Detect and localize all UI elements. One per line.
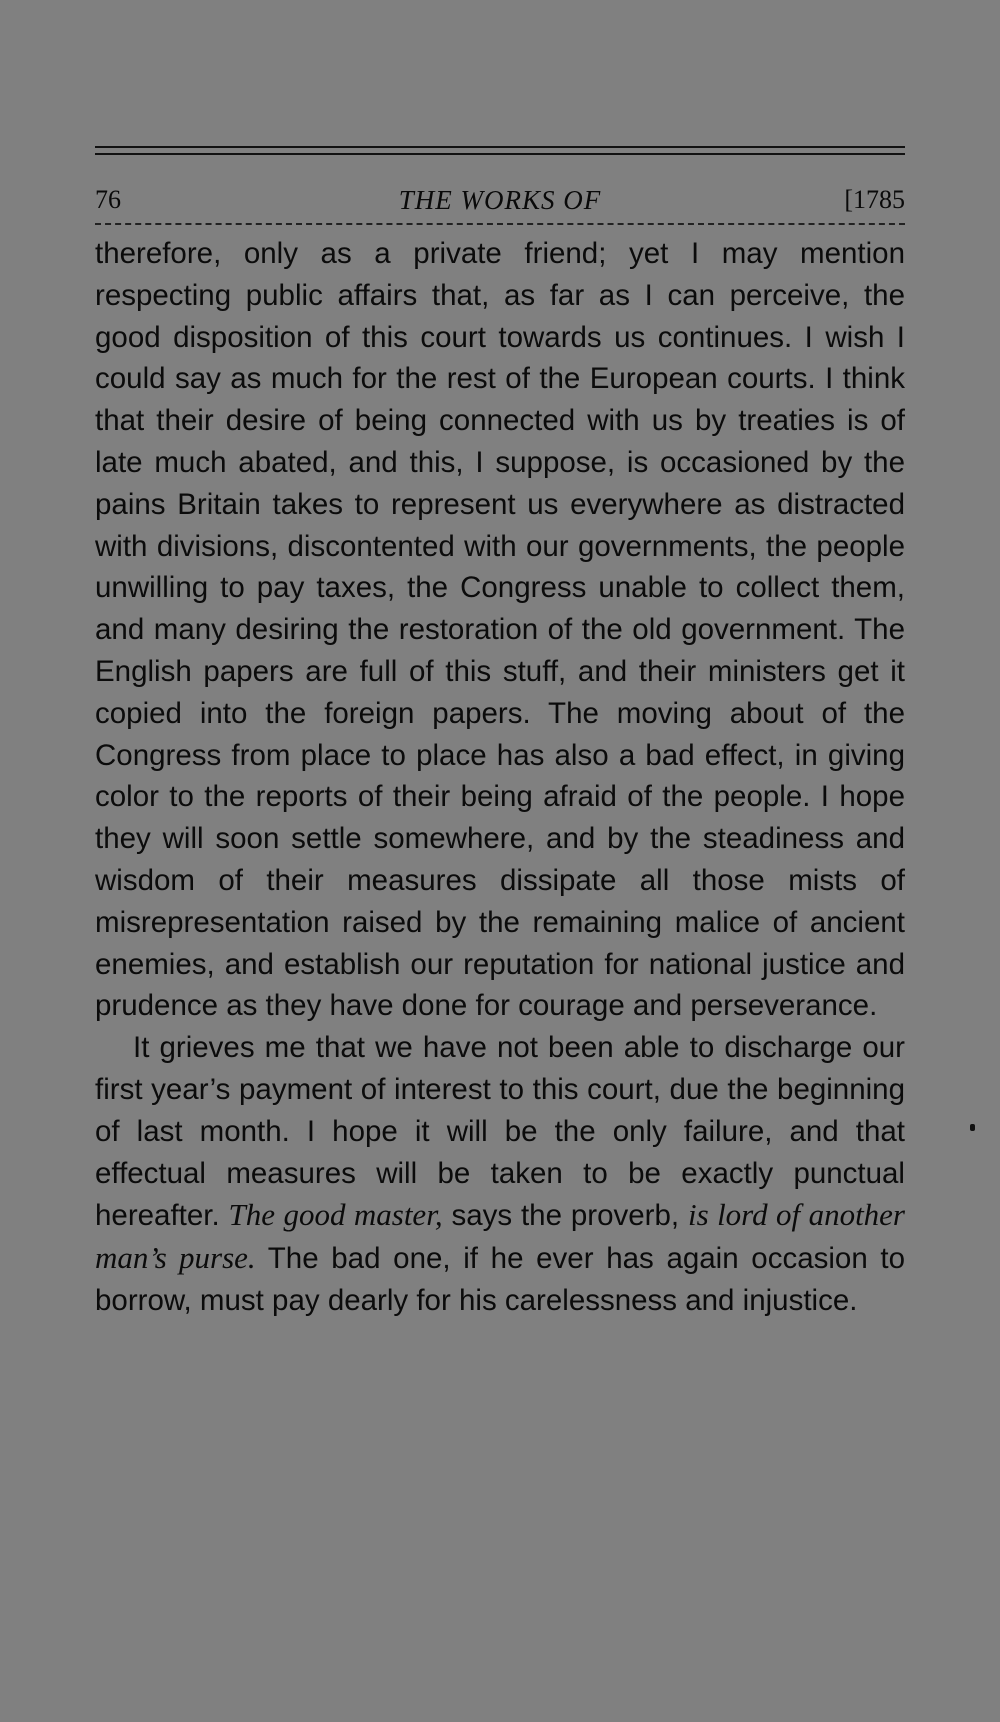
italic-phrase: The good master, bbox=[228, 1197, 443, 1233]
paragraph bbox=[95, 233, 905, 1027]
paragraph-segment: therefore, only as a private friend; yet I may mention respecting public affairs that, as far as I can perceive, the good disposition of this court towards us continues. I wish I could say as much for the rest of the European courts. I think that their desire of being connected with us by treaties is of late much abated, and this, I suppose, is occasioned by the pains Britain takes to represent us everywhere as distracted with divisions, discontented with our governments, the people unwilling to pay taxes, the Congress unable to collect them, and many desiring the restoration of the old government. The English papers are full of this stuff, and their ministers get it copied into the foreign papers. The moving about of the Congress from place to place has also a bad effect, in giving color to the reports of their being afraid of the people. I hope they will soon settle somewhere, and by the steadiness and wisdom of their measures dissipate all those mists of misrepresentation raised by the remaining malice of ancient enemies, and establish our reputation for national justice and prudence as they have done for courage and perseverance. bbox=[95, 237, 905, 1023]
body-text bbox=[95, 233, 905, 1322]
paragraph bbox=[95, 1027, 905, 1322]
paragraph-segment: It grieves me that we have not been able to discharge our first year’s payment of interest to this court, due the beginning of last month. I hope it will be the only failure, and that effectual measures will be taken to be exactly punctual hereafter. bbox=[95, 1031, 905, 1233]
running-date: [1785 bbox=[844, 185, 905, 214]
running-title: THE WORKS OF bbox=[398, 185, 602, 215]
paragraph-segment: The bad one, if he ever has again occasion to borrow, must pay dearly for his carelessness and injustice. bbox=[95, 1242, 905, 1317]
paragraph-segment: says the proverb, bbox=[442, 1199, 688, 1233]
book-page bbox=[95, 146, 905, 1322]
top-rule bbox=[95, 146, 905, 148]
page-number: 76 bbox=[95, 185, 121, 214]
header-rule bbox=[95, 223, 905, 225]
italic-phrase: is lord of another man’s purse. bbox=[95, 1197, 906, 1276]
ink-speck bbox=[970, 1124, 975, 1131]
running-head bbox=[95, 155, 905, 213]
